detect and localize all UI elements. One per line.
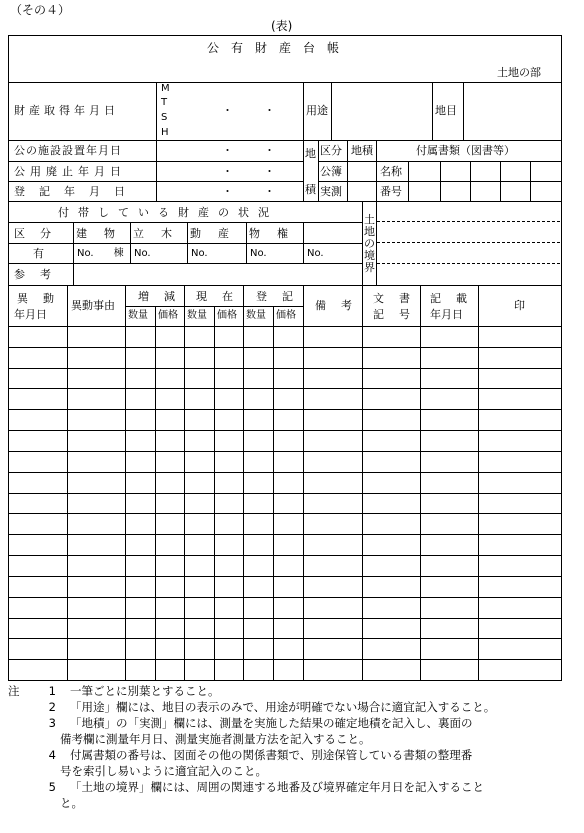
attached-name-label: 名称 (380, 165, 402, 178)
ledger-entry-date-line2: 年月日 (430, 308, 463, 321)
note-number: 3 (48, 716, 56, 730)
registration-date-dots: ・ ・ (222, 185, 285, 198)
facility-date-dots: ・ ・ (222, 144, 285, 157)
ledger-remarks-header: 備 考 (315, 299, 354, 312)
note-text: 付属書類の番号は、図面その他の関係書類で、別途保管している書類の整理番 (70, 748, 473, 762)
ledger-doc-line2: 記 号 (373, 308, 412, 321)
area-kubun-label: 区分 (320, 144, 342, 157)
area-jissoku-label: 実測 (320, 185, 342, 198)
ledger-change-date-line2: 年月日 (14, 308, 47, 321)
affiliated-title: 付帯している財産の状況 (58, 206, 278, 219)
note-text-continued: 号を索引し易いように適宜記入のこと。 (60, 764, 267, 778)
note-text-continued: と。 (60, 796, 83, 810)
ledger-inc-dec-price: 価格 (158, 310, 178, 321)
boundary-char-3: の (364, 237, 375, 250)
ledger-inc-dec-header: 増 減 (138, 290, 177, 303)
affiliated-movables-no: No. (191, 248, 208, 259)
front-side-label: (表) (271, 19, 293, 33)
area-koubo-label: 公簿 (320, 165, 342, 178)
form-title: 公有財産台帳 (207, 41, 352, 55)
note-text: 「土地の境界」欄には、周囲の関連する地番及び境界確定年月日を記入すること (70, 780, 484, 794)
usage-label: 用途 (306, 104, 328, 117)
land-category-label: 地目 (435, 104, 457, 117)
sheet-number: （その４） (10, 3, 71, 17)
ledger-registered-header: 登 記 (256, 290, 295, 303)
acquisition-date-dots: ・ ・ (222, 104, 285, 117)
ledger-inc-dec-qty: 数量 (128, 310, 148, 321)
area-char-seki: 積 (305, 183, 316, 196)
ledger-entry-date-line1: 記 載 (430, 292, 469, 305)
boundary-char-1: 土 (364, 213, 375, 226)
era-h: H (161, 127, 169, 138)
affiliated-other-no: No. (307, 248, 324, 259)
area-chiseki-label: 地積 (351, 144, 373, 157)
note-text: 「用途」欄には、地目の表示のみで、用途が明確でない場合に適宜記入すること。 (70, 700, 496, 714)
affiliated-header-rights: 物 権 (249, 227, 291, 240)
affiliated-rights-no: No. (250, 248, 267, 259)
ledger-current-header: 現 在 (196, 290, 235, 303)
affiliated-header-movables: 動 産 (190, 227, 232, 240)
attached-docs-title: 付属書類（図書等） (416, 144, 515, 157)
notes-section (10, 683, 582, 811)
area-char-chi: 地 (305, 147, 316, 160)
ledger-current-price: 価格 (217, 310, 237, 321)
ledger-seal-header: 印 (514, 299, 525, 312)
abolish-date-label: 公用廃止年月日 (14, 165, 126, 178)
note-number: 4 (48, 748, 56, 762)
ledger-change-date-line1: 異 動 (17, 292, 56, 305)
ledger-registered-qty: 数量 (246, 310, 266, 321)
affiliated-row-label: 有 (33, 247, 44, 260)
era-t: T (161, 97, 168, 108)
era-m: M (161, 83, 170, 94)
notes-prefix: 注 (8, 684, 20, 698)
affiliated-trees-no: No. (134, 248, 151, 259)
boundary-char-2: 地 (364, 225, 375, 238)
ledger-change-reason: 異動事由 (71, 299, 115, 312)
boundary-char-4: 境 (364, 249, 375, 262)
facility-date-label: 公の施設設置年月日 (14, 144, 122, 157)
affiliated-header-trees: 立 木 (133, 227, 175, 240)
reference-label: 参 考 (14, 268, 53, 281)
registration-date-label: 登記年月日 (14, 185, 139, 198)
note-number: 5 (48, 780, 56, 794)
affiliated-building-no: No. 棟 (77, 248, 124, 259)
note-number: 1 (48, 684, 56, 698)
note-text: 一筆ごとに別葉とすること。 (70, 684, 220, 698)
attached-number-label: 番号 (380, 185, 402, 198)
boundary-char-5: 界 (364, 261, 375, 274)
era-s: S (161, 112, 168, 123)
note-text-continued: 備考欄に測量年月日、測量実施者測量方法を記入すること。 (60, 732, 371, 746)
ledger-doc-line1: 文 書 (373, 292, 412, 305)
acquisition-date-label: 財産取得年月日 (14, 104, 119, 117)
form-subtitle: 土地の部 (497, 66, 541, 79)
abolish-date-dots: ・ ・ (222, 165, 285, 178)
note-text: 「地積」の「実測」欄には、測量を実施した結果の確定地積を記入し、裏面の (70, 716, 473, 730)
ledger-current-qty: 数量 (187, 310, 207, 321)
affiliated-header-kubun: 区 分 (14, 227, 53, 240)
ledger-registered-price: 価格 (276, 310, 296, 321)
note-number: 2 (48, 700, 56, 714)
affiliated-header-building: 建 物 (76, 227, 118, 240)
